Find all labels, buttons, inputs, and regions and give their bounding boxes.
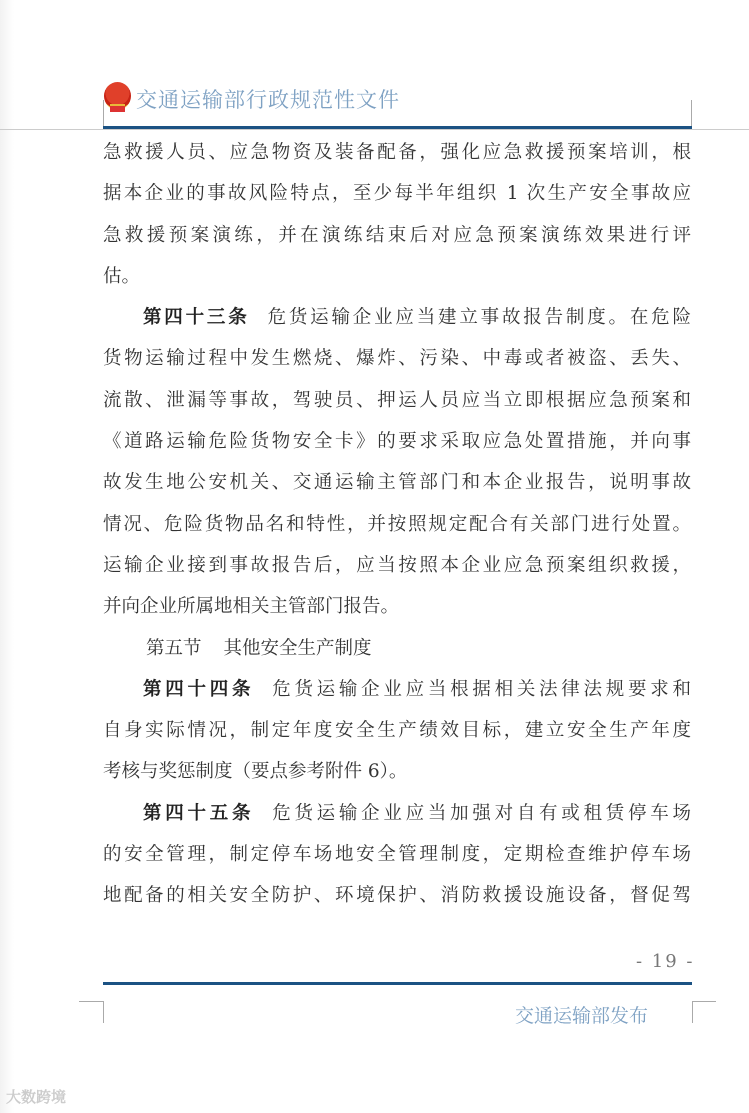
text-line bbox=[103, 875, 691, 916]
line-text: 并向企业所属地相关主管部门报告。 bbox=[103, 596, 400, 618]
line-text: 流散、泄漏等事故，驾驶员、押运人员应当立即根据应急预案和 bbox=[103, 389, 691, 411]
line-text: 危货运输企业应当加强对自有或租赁停车场 bbox=[272, 802, 691, 824]
text-line bbox=[103, 545, 691, 586]
text-line bbox=[103, 215, 691, 256]
publisher-label: 交通运输部发布 bbox=[515, 1005, 649, 1027]
crop-mark bbox=[79, 1001, 103, 1002]
text-line bbox=[103, 380, 691, 421]
text-line bbox=[103, 462, 691, 503]
line-text: 据本企业的事故风险特点，至少每半年组织 1 次生产安全事故应 bbox=[103, 183, 691, 205]
national-emblem-icon bbox=[104, 82, 131, 110]
text-line bbox=[103, 834, 691, 875]
watermark: 大数跨境 bbox=[6, 1088, 67, 1106]
text-line bbox=[103, 504, 691, 545]
text-line bbox=[103, 586, 691, 627]
text-line bbox=[103, 793, 691, 834]
line-text: 急救援预案演练，并在演练结束后对应急预案演练效果进行评 bbox=[103, 224, 691, 246]
text-line bbox=[103, 256, 691, 297]
line-text: 自身实际情况，制定年度安全生产绩效目标，建立安全生产年度 bbox=[103, 720, 691, 742]
line-text: 地配备的相关安全防护、环境保护、消防救援设施设备，督促驾 bbox=[103, 885, 691, 907]
text-line bbox=[103, 338, 691, 379]
crop-mark bbox=[103, 100, 104, 128]
document-header-title: 交通运输部行政规范性文件 bbox=[136, 88, 400, 112]
line-text: 《道路运输危险货物安全卡》的要求采取应急处置措施，并向事 bbox=[103, 431, 691, 453]
text-line bbox=[103, 297, 691, 338]
line-text: 危货运输企业应当根据相关法律法规要求和 bbox=[272, 678, 691, 700]
text-line bbox=[103, 421, 691, 462]
section-heading bbox=[103, 628, 691, 669]
text-line bbox=[103, 751, 691, 792]
document-body bbox=[103, 132, 691, 917]
page-number: - 19 - bbox=[636, 951, 695, 972]
line-text: 危货运输企业应当建立事故报告制度。在危险 bbox=[267, 307, 691, 329]
text-line bbox=[103, 132, 691, 173]
line-text: 的安全管理，制定停车场地安全管理制度，定期检查维护停车场 bbox=[103, 844, 691, 866]
text-line bbox=[103, 173, 691, 214]
line-text: 急救援人员、应急物资及装备配备，强化应急救援预案培训，根 bbox=[103, 142, 691, 163]
line-text: 运输企业接到事故报告后，应当按照本企业应急预案组织救援， bbox=[103, 554, 691, 576]
crop-mark bbox=[692, 1001, 716, 1002]
line-text: 估。 bbox=[103, 265, 141, 287]
line-text: 考核与奖惩制度（要点参考附件 6）。 bbox=[103, 761, 408, 783]
text-line bbox=[103, 669, 691, 710]
line-text: 情况、危险货物品名和特性，并按照规定配合有关部门进行处置。 bbox=[103, 513, 691, 535]
crop-mark bbox=[691, 100, 692, 128]
crop-mark bbox=[103, 1001, 104, 1023]
page-edge-shadow bbox=[0, 0, 14, 1113]
header-rule bbox=[103, 126, 692, 129]
article-number: 第四十四条 bbox=[143, 678, 255, 700]
article-number: 第四十五条 bbox=[143, 802, 255, 824]
section-number: 第五节 bbox=[146, 637, 202, 659]
line-text: 货物运输过程中发生燃烧、爆炸、污染、中毒或者被盗、丢失、 bbox=[103, 348, 691, 370]
line-text: 故发生地公安机关、交通运输主管部门和本企业报告，说明事故 bbox=[103, 472, 691, 494]
header-divider bbox=[0, 129, 749, 130]
text-line bbox=[103, 710, 691, 751]
section-title: 其他安全生产制度 bbox=[223, 637, 372, 659]
article-number: 第四十三条 bbox=[143, 307, 250, 329]
crop-mark bbox=[692, 1001, 693, 1023]
footer-rule bbox=[103, 982, 692, 985]
